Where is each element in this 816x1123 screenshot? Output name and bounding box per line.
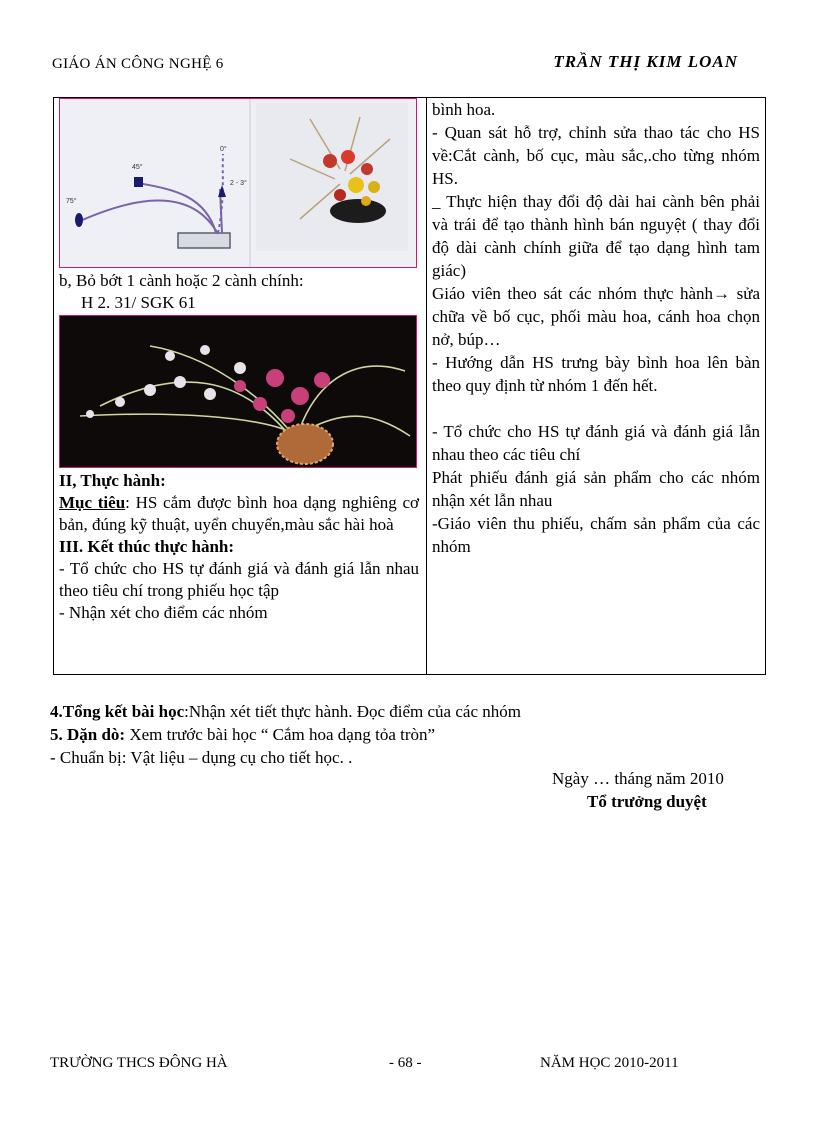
- practice-title: II, Thực hành:: [59, 471, 166, 490]
- diagram-label-0: 0°: [220, 146, 227, 153]
- header-author: TRẦN THỊ KIM LOAN: [553, 52, 738, 71]
- orchid-photo: [60, 316, 416, 467]
- orchid-arrangement-image: [59, 315, 417, 468]
- sign-title: Tổ trưởng duyệt: [587, 792, 707, 811]
- arrangement-diagram-image: [59, 98, 417, 268]
- diagram-label-75: 75°: [66, 198, 77, 205]
- right-para-3: _ Thực hiện thay đổi độ dài hai cành bên phải và trái để tạo thành hình bán nguyệt ( thay đổi độ dài cành chính giữa để tạo dạng hình tam giác): [432, 192, 760, 280]
- summary-item-6: - Chuẩn bị: Vật liệu – dụng cụ cho tiết học. .: [50, 748, 353, 767]
- end-item-1: - Tổ chức cho HS tự đánh giá và đánh giá lẫn nhau theo tiêu chí trong phiếu học tập: [59, 559, 419, 600]
- footer-page-number: - 68 -: [389, 1055, 422, 1071]
- header-subject: GIÁO ÁN CÔNG NGHỆ 6: [52, 56, 224, 72]
- blank-line: [432, 397, 760, 420]
- end-practice-title: III. Kết thúc thực hành:: [59, 537, 235, 556]
- footer-school-year: NĂM HỌC 2010-2011: [540, 1055, 679, 1071]
- right-para-7: Phát phiếu đánh giá sản phẩm cho các nhóm nhận xét lẫn nhau: [432, 468, 760, 510]
- caption-remove-branch: b, Bỏ bớt 1 cành hoặc 2 cành chính:: [59, 271, 304, 290]
- practice-section: [59, 470, 419, 624]
- objective-label: Mục tiêu: [59, 493, 126, 512]
- footer-school: TRƯỜNG THCS ĐÔNG HÀ: [50, 1055, 228, 1071]
- summary-4-label: 4.Tổng kết bài học: [50, 702, 185, 721]
- flower-photo-1: [256, 103, 408, 251]
- end-item-2: - Nhận xét cho điểm các nhóm: [59, 603, 268, 622]
- right-para-4: Giáo viên theo sát các nhóm thực hành→ sửa chữa về bố cục, phối màu hoa, cánh hoa chọn nở, búp…: [432, 284, 760, 349]
- right-para-5: - Hướng dẫn HS trưng bày bình hoa lên bàn theo quy định từ nhóm 1 đến hết.: [432, 353, 760, 395]
- diagram-label-45: 45°: [132, 164, 143, 171]
- diagram-label-2-3: 2 - 3°: [230, 180, 247, 187]
- summary-item-5: [50, 723, 521, 746]
- right-para-2: - Quan sát hỗ trợ, chỉnh sửa thao tác cho HS về:Cắt cành, bố cục, màu sắc,.cho từng nhóm HS.: [432, 123, 760, 188]
- summary-item-4: [50, 700, 521, 723]
- right-para-8: -Giáo viên thu phiếu, chấm sản phẩm của các nhóm: [432, 514, 760, 556]
- column-divider: [426, 98, 427, 674]
- summary-5-text: Xem trước bài học “ Cắm hoa dạng tỏa tròn”: [125, 725, 436, 744]
- sign-date: Ngày … tháng năm 2010: [552, 769, 724, 788]
- right-column: [432, 98, 760, 558]
- lesson-summary: [50, 700, 521, 769]
- lesson-table: [53, 97, 766, 675]
- objective-text: : HS cắm được bình hoa dạng nghiêng cơ bản, đúng kỹ thuật, uyển chuyển,màu sắc hài hoà: [59, 493, 419, 534]
- right-para-1: bình hoa.: [432, 100, 496, 119]
- caption-figure-ref: H 2. 31/ SGK 61: [81, 293, 196, 312]
- summary-5-label: 5. Dặn dò:: [50, 725, 126, 744]
- summary-4-text: :Nhận xét tiết thực hành. Đọc điểm của các nhóm: [184, 702, 521, 721]
- right-para-6: - Tổ chức cho HS tự đánh giá và đánh giá lẫn nhau theo các tiêu chí: [432, 422, 760, 464]
- objective-paragraph: [59, 492, 419, 536]
- angle-diagram: [60, 99, 416, 267]
